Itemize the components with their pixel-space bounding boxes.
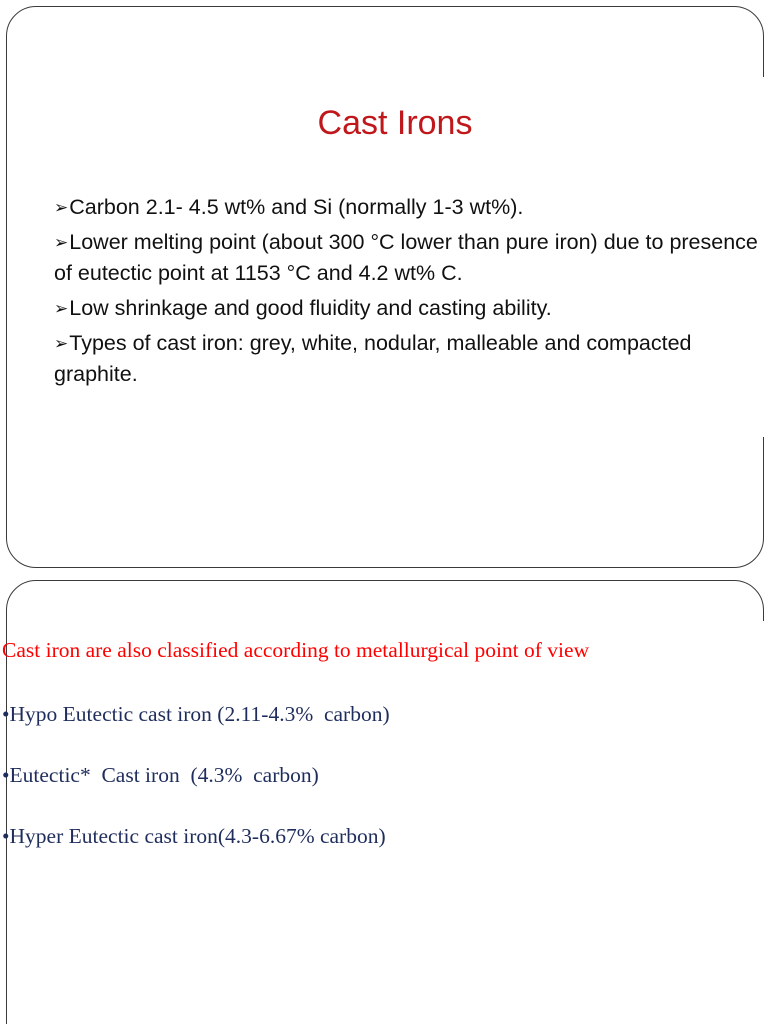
classification-heading: Cast iron are also classified according to metallurgical point of view	[2, 638, 590, 662]
bullet-item	[54, 192, 766, 223]
bullet-item	[54, 227, 766, 289]
slide-border-gap	[759, 621, 765, 1024]
classification-item: •Hypo Eutectic cast iron (2.11-4.3% carbon)	[2, 702, 390, 726]
arrow-bullet-icon: ➢	[54, 334, 69, 353]
bullet-item	[54, 328, 766, 390]
classification-item: •Eutectic* Cast iron (4.3% carbon)	[2, 763, 319, 787]
bullet-list	[54, 192, 766, 394]
classification-list	[2, 704, 390, 887]
bullet-text: Low shrinkage and good fluidity and casting ability.	[69, 296, 552, 320]
bullet-item	[54, 293, 766, 324]
classification-item: •Hyper Eutectic cast iron(4.3-6.67% carbon)	[2, 824, 386, 848]
arrow-bullet-icon: ➢	[54, 198, 69, 217]
bullet-text: Lower melting point (about 300 °C lower than pure iron) due to presence of eutectic point at 1153 °C and 4.2 wt% C.	[54, 230, 758, 285]
bullet-text: Carbon 2.1- 4.5 wt% and Si (normally 1-3 wt%).	[69, 195, 524, 219]
arrow-bullet-icon: ➢	[54, 299, 69, 318]
slide-title: Cast Irons	[317, 104, 473, 142]
arrow-bullet-icon: ➢	[54, 233, 69, 252]
bullet-text: Types of cast iron: grey, white, nodular, malleable and compacted graphite.	[54, 331, 692, 386]
